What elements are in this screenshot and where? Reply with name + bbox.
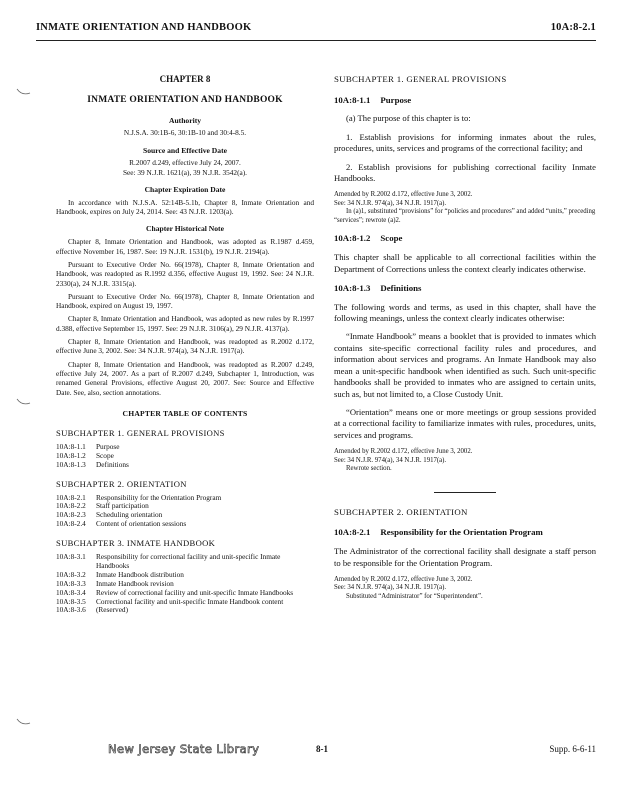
toc-entry-number: 10A:8-2.1 xyxy=(56,492,86,502)
amendment-line: See: 34 N.J.R. 974(a), 34 N.J.R. 1917(a). xyxy=(334,584,447,592)
history-paragraph: Pursuant to Executive Order No. 66(1978), Chapter 8, Inmate Orientation and Handbook, expired on August 19, 1997. xyxy=(56,291,314,311)
history-paragraph: Chapter 8, Inmate Orientation and Handbook, was adopted as R.1987 d.459, effective November 16, 1987. See: 19 N.J.R. 1531(b), 19 N.J.R. 2194(a). xyxy=(56,237,314,256)
section-separator xyxy=(434,492,496,493)
rule-paragraph: This chapter shall be applicable to all correctional facilities within the Department of Corrections unless the context clearly indicates otherwise. xyxy=(334,252,596,274)
rule-number: 10A:8-1.3 xyxy=(334,282,371,293)
expiration-heading: Chapter Expiration Date xyxy=(144,185,226,195)
toc-entry-title: Inmate Handbook distribution xyxy=(96,569,184,579)
running-head xyxy=(36,22,596,36)
rule-paragraph: 1. Establish provisions for informing inmates about the rules, procedures, units, services and programs of the correctional facility; and xyxy=(334,131,596,154)
rule-title: Scope xyxy=(380,233,403,244)
toc-entry-number: 10A:8-3.4 xyxy=(56,587,86,597)
toc-subchapter-heading: SUBCHAPTER 1. GENERAL PROVISIONS xyxy=(56,427,225,438)
toc-entry-number: 10A:8-2.4 xyxy=(56,519,86,529)
rule-heading xyxy=(334,95,596,107)
history-paragraph: Chapter 8, Inmate Orientation and Handbook, was readopted as R.2002 d.172, effective June 3, 2002. See: 34 N.J.R. 974(a), 34 N.J.R. 1917(a). xyxy=(56,337,314,356)
expiration-text: In accordance with N.J.S.A. 52:14B-5.1b, Chapter 8, Inmate Orientation and Handbook, expires on July 24, 2014. See: 43 N.J.R. 1203(a). xyxy=(56,197,314,217)
toc-entry xyxy=(56,520,314,529)
toc-entry-number: 10A:8-3.2 xyxy=(56,569,86,579)
toc-entry-number: 10A:8-1.2 xyxy=(56,450,86,460)
rule-paragraph: The following words and terms, as used in this chapter, shall have the following meanings, unless the context clearly indicates otherwise: xyxy=(334,301,596,324)
toc-entry xyxy=(56,461,314,470)
source-line: R.2007 d.249, effective July 24, 2007. xyxy=(129,158,241,168)
amendment-note xyxy=(334,576,596,601)
header-rule xyxy=(36,40,596,41)
rule-title: Definitions xyxy=(380,282,422,293)
running-head-title: INMATE ORIENTATION AND HANDBOOK xyxy=(36,22,252,33)
amendment-line: See: 34 N.J.R. 974(a), 34 N.J.R. 1917(a). xyxy=(334,456,447,464)
library-watermark: New Jersey State Library xyxy=(108,742,260,756)
amendment-note xyxy=(334,191,596,225)
definition-paragraph: “Inmate Handbook” means a booklet that is provided to inmates which contains site-specific correctional facility rules and procedures, and information about services and programs. An Inmate Handbook may also mean a unit-specific handbook when identified as such. Such unit-specific handbooks shall be provided to inmates who are assigned to certain units, such as, but not limited to, a Close Custody Unit. xyxy=(334,331,596,399)
margin-tick-mark xyxy=(16,718,32,726)
rule-heading xyxy=(334,527,596,539)
toc-subchapter-heading: SUBCHAPTER 3. INMATE HANDBOOK xyxy=(56,538,216,549)
toc-entry xyxy=(56,606,314,615)
toc-entry xyxy=(56,443,314,452)
toc-entry xyxy=(56,571,314,580)
toc-title: CHAPTER TABLE OF CONTENTS xyxy=(122,409,248,419)
toc-entry-number: 10A:8-2.3 xyxy=(56,510,86,520)
amendment-note xyxy=(334,448,596,473)
rule-number: 10A:8-1.2 xyxy=(334,233,371,244)
supplement-date: Supp. 6-6-11 xyxy=(549,744,596,754)
history-paragraph: Chapter 8, Inmate Orientation and Handbook, was readopted as R.2007 d.249, effective July 24, 2007. As a part of R.2007 d.249, Subchapter 1, Introduction, was renamed General Provisions, effective August 20, 2007. See: Source and Effective Date. See, also, section annotations. xyxy=(56,359,314,397)
running-head-section: 10A:8-2.1 xyxy=(550,22,596,33)
toc-entry-title: Inmate Handbook revision xyxy=(96,578,174,588)
source-heading: Source and Effective Date xyxy=(142,145,227,155)
margin-tick-mark xyxy=(16,398,32,406)
history-heading: Chapter Historical Note xyxy=(146,224,224,234)
toc-entry-title: Responsibility for correctional facility and unit-specific Inmate Handbooks xyxy=(96,552,281,570)
authority-heading: Authority xyxy=(168,115,202,125)
toc-entry-title: Review of correctional facility and unit-specific Inmate Handbooks xyxy=(96,587,294,597)
rule-paragraph: 2. Establish provisions for publishing correctional facility Inmate Handbooks. xyxy=(334,161,596,184)
rule-paragraph: The Administrator of the correctional facility shall designate a staff person to be responsible for the Orientation Program. xyxy=(334,546,596,568)
rule-title: Responsibility for the Orientation Program xyxy=(380,527,543,538)
toc-entry-number: 10A:8-2.2 xyxy=(56,501,86,511)
toc-entry-title: Scope xyxy=(96,450,114,460)
history-paragraph: Pursuant to Executive Order No. 66(1978), Chapter 8, Inmate Orientation and Handbook, was readopted as R.1992 d.356, effective August 19, 1992. See: 24 N.J.R. 2330(a), 24 N.J.R. 3315(a). xyxy=(56,259,314,288)
subchapter-title: SUBCHAPTER 2. ORIENTATION xyxy=(334,506,468,517)
chapter-title: INMATE ORIENTATION AND HANDBOOK xyxy=(87,94,283,105)
toc-entry-number: 10A:8-3.1 xyxy=(56,552,86,562)
amendment-line: Rewrote section. xyxy=(346,465,392,473)
amendment-line: Amended by R.2002 d.172, effective June 3, 2002. xyxy=(334,191,473,199)
subchapter-title: SUBCHAPTER 1. GENERAL PROVISIONS xyxy=(334,74,507,84)
chapter-number: CHAPTER 8 xyxy=(159,74,211,84)
toc-entry-number: 10A:8-1.1 xyxy=(56,441,86,451)
amendment-line: Amended by R.2002 d.172, effective June 3, 2002. xyxy=(334,575,473,583)
toc-entry xyxy=(56,502,314,511)
toc-entry-title: Responsibility for the Orientation Program xyxy=(96,492,222,502)
toc-entry xyxy=(56,553,314,571)
toc-entry-number: 10A:8-3.6 xyxy=(56,605,86,615)
rule-heading xyxy=(334,233,596,245)
rule-number: 10A:8-1.1 xyxy=(334,94,371,105)
definition-paragraph: “Orientation” means one or more meetings or group sessions provided at a correctional facility to familiarize inmates with rules, procedures, units, services and programs. xyxy=(334,407,596,440)
toc-entry-number: 10A:8-3.3 xyxy=(56,578,86,588)
page-number: 8-1 xyxy=(316,744,328,754)
left-column xyxy=(56,74,314,615)
source-line: See: 39 N.J.R. 1621(a), 39 N.J.R. 3542(a). xyxy=(122,167,248,177)
toc-entry-title: Purpose xyxy=(96,441,120,451)
authority-text: N.J.S.A. 30:1B-6, 30:1B-10 and 30:4-8.5. xyxy=(123,128,247,138)
toc-entry-title: Scheduling orientation xyxy=(96,510,163,520)
amendment-line: In (a)1, substituted “provisions” for “policies and procedures” and added “units,” preceding “services”; rewrote (a)2. xyxy=(334,208,596,224)
toc-subchapter-heading: SUBCHAPTER 2. ORIENTATION xyxy=(56,478,187,489)
rule-paragraph: (a) The purpose of this chapter is to: xyxy=(346,113,471,124)
rule-number: 10A:8-2.1 xyxy=(334,527,371,538)
toc-entry-title: Content of orientation sessions xyxy=(96,519,187,529)
history-paragraph: Chapter 8, Inmate Orientation and Handbook, was adopted as new rules by R.1997 d.388, effective September 15, 1997. See: 29 N.J.R. 3106(a), 29 N.J.R. 4137(a). xyxy=(56,314,314,333)
amendment-line: Substituted “Administrator” for “Superintendent”. xyxy=(346,592,483,600)
toc-entry xyxy=(56,598,314,607)
toc-entry-title: Staff participation xyxy=(96,501,149,511)
rule-heading xyxy=(334,283,596,295)
toc-entry-number: 10A:8-1.3 xyxy=(56,459,86,469)
toc-entry-number: 10A:8-3.5 xyxy=(56,596,86,606)
toc-entry xyxy=(56,494,314,503)
toc-entry xyxy=(56,452,314,461)
amendment-line: Amended by R.2002 d.172, effective June 3, 2002. xyxy=(334,448,473,456)
toc-entry-title: Definitions xyxy=(96,459,129,469)
toc-entry-title: (Reserved) xyxy=(96,605,129,615)
toc-entry-title: Correctional facility and unit-specific Inmate Handbook content xyxy=(96,596,284,606)
rule-title: Purpose xyxy=(380,94,412,105)
right-column xyxy=(334,74,596,609)
amendment-line: See: 34 N.J.R. 974(a), 34 N.J.R. 1917(a). xyxy=(334,199,447,207)
page-footer xyxy=(36,742,596,758)
margin-tick-mark xyxy=(16,88,32,96)
